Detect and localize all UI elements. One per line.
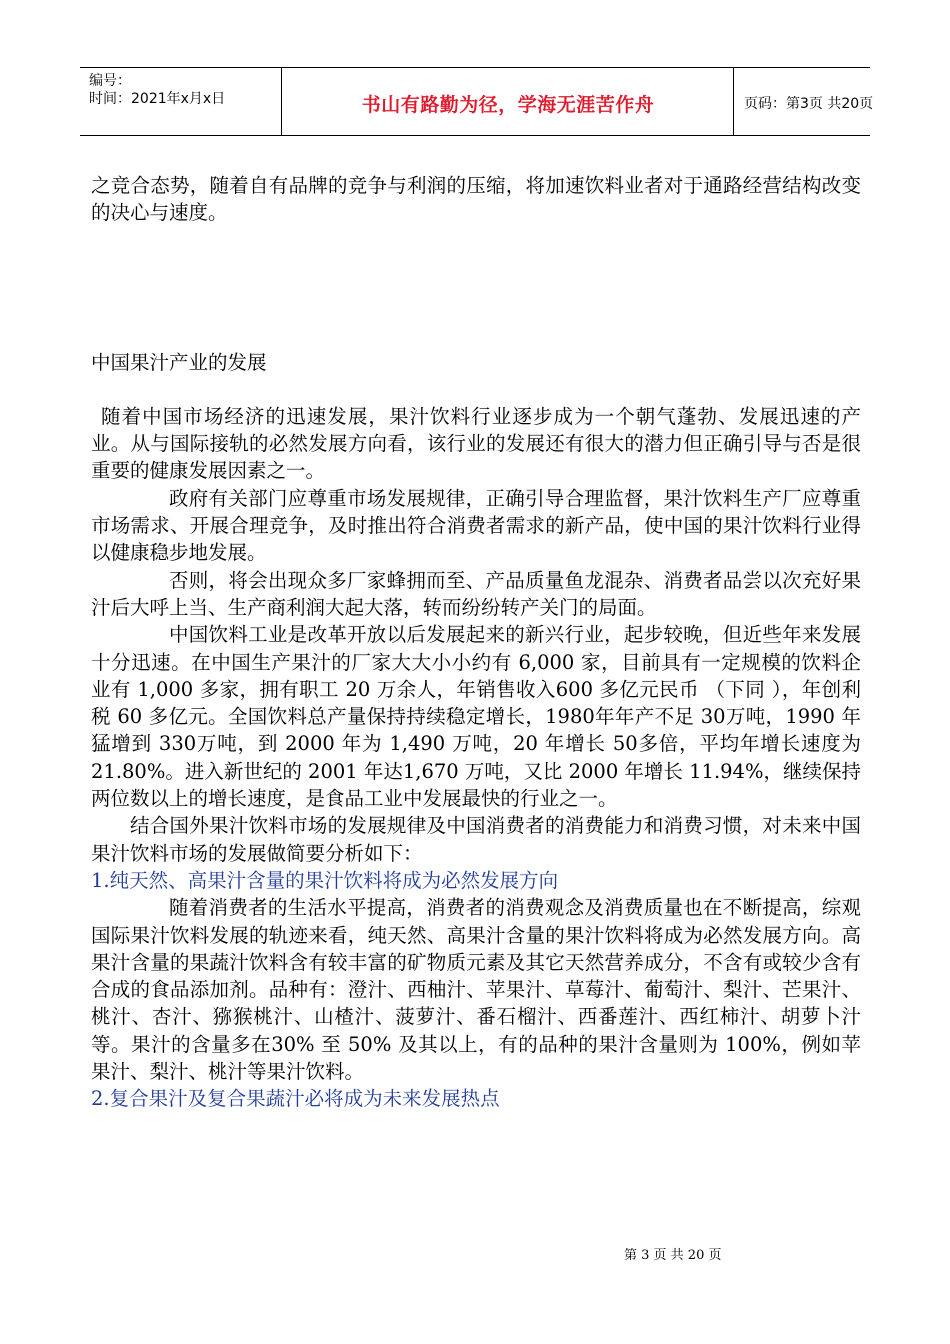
document-date-label: 时间：2021年x月x日 bbox=[89, 91, 226, 107]
page-footer: 第 3 页 共 20 页 bbox=[624, 1248, 722, 1263]
header-page-info: 页码：第3页 共20页 bbox=[744, 96, 874, 112]
header-page-cell bbox=[734, 68, 874, 135]
paragraph-2: 政府有关部门应尊重市场发展规律，正确引导合理监督，果汁饮料生产厂应尊重市场需求、开展合理竞争，及时推出符合消费者需求的新产品，使中国的果汁饮料行业得以健康稳步地发展。 bbox=[91, 486, 861, 565]
paragraph-4: 中国饮料工业是改革开放以后发展起来的新兴行业，起步较晚，但近些年来发展十分迅速。在中国生产果汁的厂家大大小小约有 6,000 家，目前具有一定规模的饮料企业有 1,000 多家，拥有职工 20 万余人，年销售收入600 多亿元民币 （下同 ），年创利税 60 多亿元。全国饮料总产量保持持续稳定增长，1980年年产不足 30万吨，1990 年猛增到 330万吨，到 2000 年为 1,490 万吨，20 年增长 50多倍，平均年增长速度为 21.80%。进入新世纪的 2001 年达1,670 万吨，又比 2000 年增长 11.94%，继续保持两位数以上的增长速度，是食品工业中发展最快的行业之一。 bbox=[91, 623, 861, 811]
spacer bbox=[91, 376, 861, 403]
header-motto: 书山有路勤为径，学海无涯苦作舟 bbox=[361, 94, 655, 116]
paragraph-3: 否则，将会出现众多厂家蜂拥而至、产品质量鱼龙混杂、消费者品尝以次充好果汁后大呼上当、生产商利润大起大落，转而纷纷转产关门的局面。 bbox=[91, 568, 861, 619]
subheading-1: 1.纯天然、高果汁含量的果汁饮料将成为必然发展方向 bbox=[91, 868, 559, 892]
spacer bbox=[91, 227, 861, 349]
paragraph-6: 随着消费者的生活水平提高，消费者的消费观念及消费质量也在不断提高，综观国际果汁饮料发展的轨迹来看，纯天然、高果汁含量的果汁饮料将成为必然发展方向。高果汁含量的果蔬汁饮料含有较丰富的矿物质元素及其它天然营养成分，不含有或较少含有合成的食品添加剂。品种有：澄汁、西柚汁、苹果汁、草莓汁、葡萄汁、梨汁、芒果汁、桃汁、杏汁、猕猴桃汁、山楂汁、菠萝汁、番石榴汁、西番莲汁、西红柿汁、胡萝卜汁等。果汁的含量多在30% 至 50% 及其以上，有的品种的果汁含量则为 100%，例如苹果汁、梨汁、桃汁等果汁饮料。 bbox=[91, 896, 861, 1084]
intro-paragraph: 之竞合态势，随着自有品牌的竞争与利润的压缩，将加速饮料业者对于通路经营结构改变的决心与速度。 bbox=[91, 174, 861, 225]
page-header bbox=[80, 67, 874, 136]
document-number-label: 编号： bbox=[89, 73, 131, 89]
paragraph-5: 结合国外果汁饮料市场的发展规律及中国消费者的消费能力和消费习惯，对未来中国果汁饮料市场的发展做简要分析如下： bbox=[91, 814, 861, 865]
document-body bbox=[91, 172, 861, 1113]
header-motto-cell bbox=[282, 68, 734, 135]
section-title: 中国果汁产业的发展 bbox=[91, 350, 267, 374]
header-meta-cell bbox=[80, 68, 282, 135]
subheading-2: 2.复合果汁及复合果蔬汁必将成为未来发展热点 bbox=[91, 1087, 500, 1111]
paragraph-1: 随着中国市场经济的迅速发展，果汁饮料行业逐步成为一个朝气蓬勃、发展迅速的产业。从与国际接轨的必然发展方向看，该行业的发展还有很大的潜力但正确引导与否是很重要的健康发展因素之一。 bbox=[91, 404, 861, 483]
